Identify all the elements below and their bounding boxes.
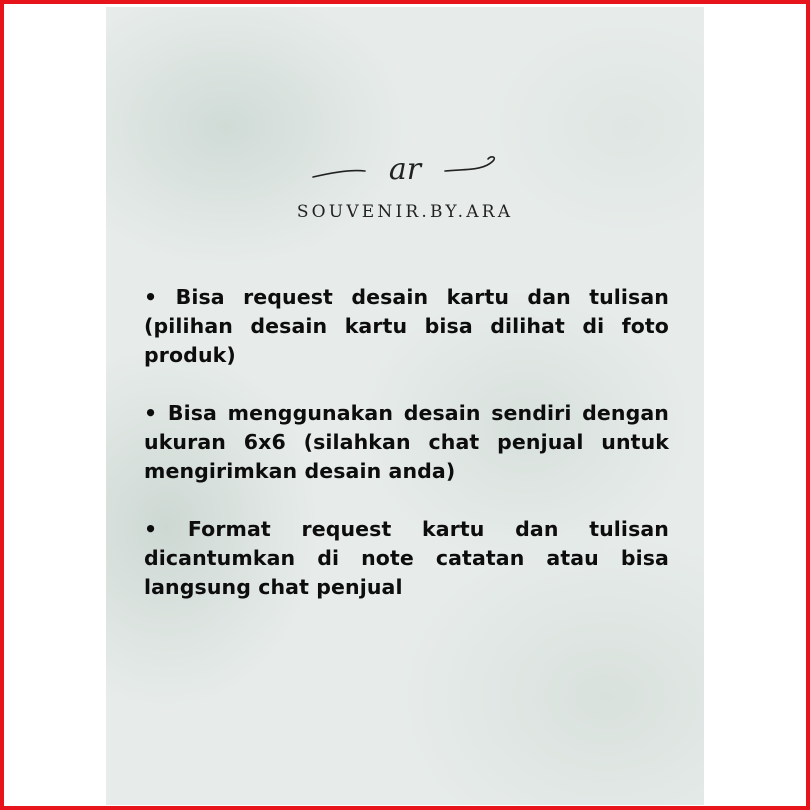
brand-logo (106, 147, 704, 197)
monogram-flourish-icon (305, 147, 505, 197)
info-text (144, 283, 669, 631)
product-info-card (106, 7, 704, 805)
monogram-text: ar (388, 152, 422, 187)
info-paragraph: • Bisa request desain kartu dan tulisan (pilihan desain kartu bisa dilihat di foto produk) (144, 285, 669, 367)
info-paragraph: • Format request kartu dan tulisan dicantumkan di note catatan atau bisa langsung chat penjual (144, 517, 669, 599)
info-paragraph: • Bisa menggunakan desain sendiri dengan ukuran 6x6 (silahkan chat penjual untuk mengirimkan desain anda) (144, 401, 669, 483)
brand-name: SOUVENIR.BY.ARA (296, 202, 514, 222)
